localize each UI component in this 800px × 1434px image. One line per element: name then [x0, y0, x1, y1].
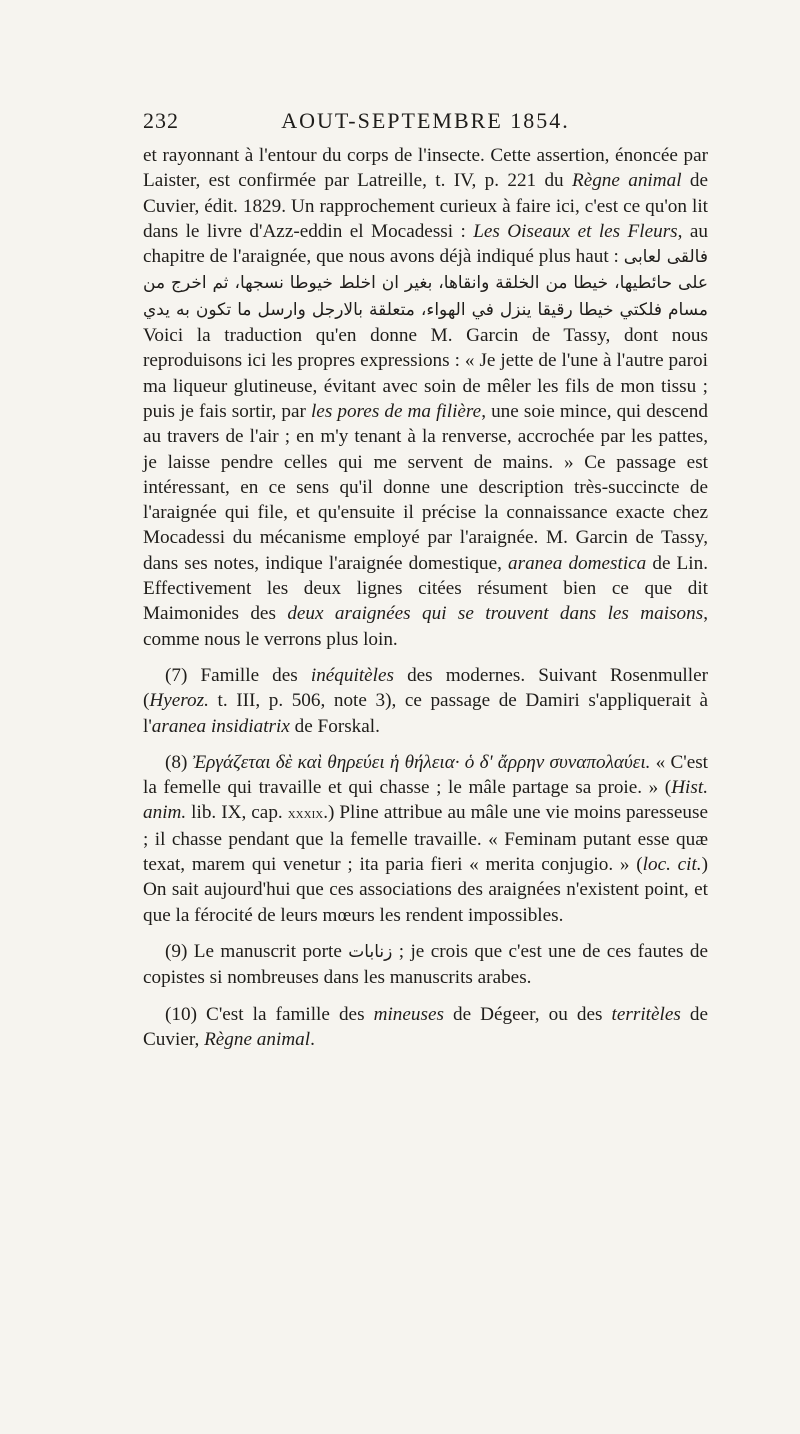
footnote-9: (9) Le manuscrit porte زنابات ; je crois que c'est une de ces fautes de copistes si nombreuses dans les manuscrits arabes.	[143, 940, 708, 989]
page-body	[143, 143, 708, 1052]
footnote-10: (10) C'est la famille des mineuses de Dégeer, ou des territèles de Cuvier, Règne animal.	[143, 1003, 708, 1050]
running-title: AOUT-SEPTEMBRE 1854.	[281, 108, 570, 133]
paragraph-continuation: et rayonnant à l'entour du corps de l'insecte. Cette assertion, énoncée par Laister, est confirmée par Latreille, t. IV, p. 221 du Règne animal de Cuvier, édit. 1829. Un rapprochement curieux à faire ici, c'est ce qu'on lit dans le livre d'Azz-eddin el Mocadessi : Les Oiseaux et les Fleurs, au chapitre de l'araignée, que nous avons déjà indiqué plus haut : فالقى لعابى على حائطيها، خيطا من الخلقة وانقاها، بغير ان اخلط خيوطا نسجها، ثم اخرج من مسام فلكتي خيطا رقيقا ينزل في الهواء، متعلقة بالارجل وارسل ما تكون به يدي Voici la traduction qu'en donne M. Garcin de Tassy, dont nous reproduisons ici les propres expressions : « Je jette de l'une à l'autre paroi ma liqueur glutineuse, évitant avec soin de mêler les fils de mon tissu ; puis je fais sortir, par les pores de ma filière, une soie mince, qui descend au travers de l'air ; en m'y tenant à la renverse, accrochée par les pattes, je laisse pendre celles qui me servent de mains. » Ce passage est intéressant, en ce sens qu'il donne une description très-succincte de l'araignée qui file, et qu'ensuite il précise la connaissance exacte chez Mocadessi du mécanisme employé par l'araignée. M. Garcin de Tassy, dans ses notes, indique l'araignée domestique, aranea domestica de Lin. Effectivement les deux lignes citées résument bien ce que dit Maimonides des deux araignées qui se trouvent dans les maisons, comme nous le verrons plus loin.	[143, 145, 708, 650]
arabic-quotation: فالقى لعابى على حائطيها، خيطا من الخلقة وانقاها، بغير ان اخلط خيوطا نسجها، ثم اخرج من مسام فلكتي خيطا رقيقا ينزل في الهواء، متعلقة بالارجل وارسل ما تكون به يدي	[143, 247, 708, 320]
arabic-word: زنابات	[348, 941, 393, 962]
greek-quotation: Ἐργάζεται δὲ καὶ θηρεύει ἡ θήλεια· ὁ δ' ἄρρην συναπολαύει.	[192, 751, 651, 773]
footnote-7: (7) Famille des inéquitèles des modernes. Suivant Rosenmuller (Hyeroz. t. III, p. 506, note 3), ce passage de Damiri s'appliquerait à l'aranea insidiatrix de Forskal.	[143, 664, 709, 737]
page-number: 232	[143, 108, 179, 133]
running-header	[143, 108, 708, 134]
footnote-8: (8) Ἐργάζεται δὲ καὶ θηρεύει ἡ θήλεια· ὁ δ' ἄρρην συναπολαύει. « C'est la femelle qui travaille et qui chasse ; le mâle partage sa proie. » (Hist. anim. lib. IX, cap. xxxix.) Pline attribue au mâle une vie moins paresseuse ; il chasse pendant que la femelle travaille. « Feminam putant esse quæ texat, marem qui venetur ; ita paria fieri « merita conjugio. » (loc. cit.) On sait aujourd'hui que ces associations des araignées n'existent point, et que la férocité de leurs mœurs les rendent impossibles.	[143, 751, 709, 926]
